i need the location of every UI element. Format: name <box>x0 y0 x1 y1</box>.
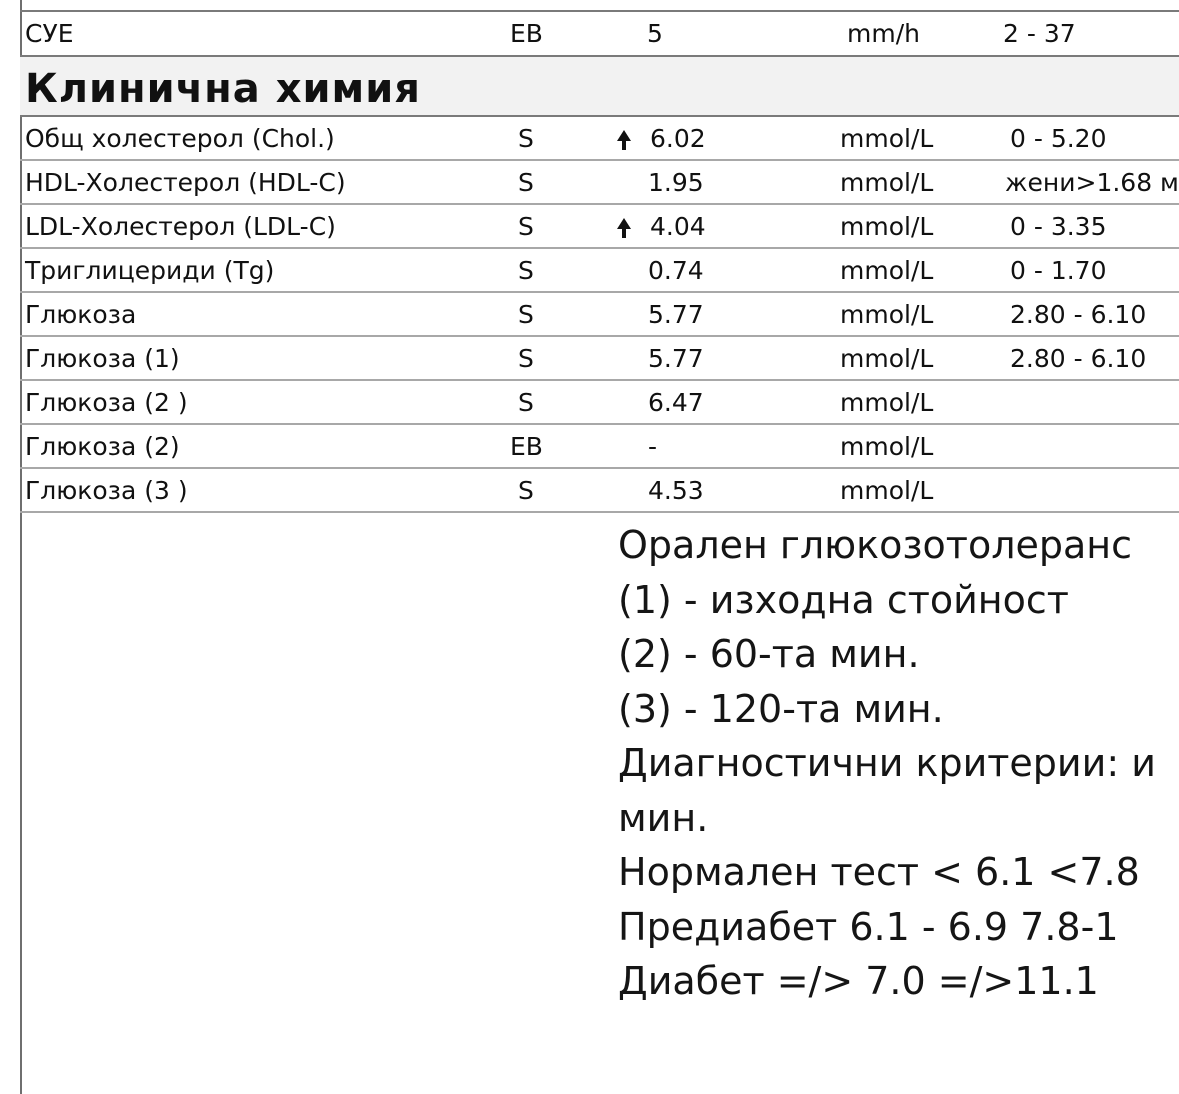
section-title: Клинична химия <box>25 66 421 112</box>
note-line: Диагностични критерии: и <box>618 741 1156 785</box>
result-value: 0.74 <box>648 256 704 285</box>
result-unit: mmol/L <box>840 168 934 197</box>
sample-type: ЕВ <box>510 19 543 48</box>
sample-type: S <box>518 212 534 241</box>
table-row <box>20 205 1179 249</box>
note-line: Предиабет 6.1 - 6.9 7.8-1 <box>618 904 1119 949</box>
result-value: 6.47 <box>648 388 704 417</box>
reference-range: 2 - 37 <box>1003 19 1076 48</box>
reference-range: 0 - 3.35 <box>1010 212 1107 241</box>
sample-type: ЕВ <box>510 432 543 461</box>
table-row <box>20 337 1179 381</box>
test-name: Глюкоза (1) <box>25 344 180 373</box>
section-header <box>20 55 1179 117</box>
reference-range: 2.80 - 6.10 <box>1010 300 1147 329</box>
ogtt-notes <box>618 518 1179 1009</box>
result-unit: mmol/L <box>840 300 934 329</box>
table-row <box>20 381 1179 425</box>
result-unit: mm/h <box>847 19 920 48</box>
test-name: LDL-Холестерол (LDL-C) <box>25 212 336 241</box>
arrow-up-icon <box>617 205 641 249</box>
test-name: Глюкоза <box>25 300 137 329</box>
table-row-sue <box>20 12 1179 55</box>
result-value: 5.77 <box>648 300 704 329</box>
result-value: 4.04 <box>650 212 706 241</box>
result-value: 5.77 <box>648 344 704 373</box>
arrow-up-icon <box>617 117 641 161</box>
table-row <box>20 293 1179 337</box>
result-unit: mmol/L <box>840 256 934 285</box>
reference-range: жени>1.68 м <box>1005 168 1179 197</box>
note-line: (2) - 60-та мин. <box>618 632 920 676</box>
result-value: - <box>648 432 658 461</box>
reference-range: 0 - 1.70 <box>1010 256 1107 285</box>
result-unit: mmol/L <box>840 344 934 373</box>
test-name: HDL-Холестерол (HDL-C) <box>25 168 346 197</box>
note-line: Диабет =/> 7.0 =/>11.1 <box>618 959 1099 1003</box>
note-line: (3) - 120-та мин. <box>618 686 944 731</box>
note-line: мин. <box>618 795 709 840</box>
test-name: Триглицериди (Tg) <box>25 256 275 285</box>
table-row <box>20 425 1179 469</box>
reference-range: 2.80 - 6.10 <box>1010 344 1147 373</box>
table-row-cut-off <box>20 0 1179 12</box>
sample-type: S <box>518 388 534 417</box>
table-row <box>20 117 1179 161</box>
table-row <box>20 469 1179 513</box>
test-name: СУЕ <box>25 19 74 48</box>
test-name: Глюкоза (2 ) <box>25 388 188 417</box>
result-value: 5 <box>647 19 663 48</box>
sample-type: S <box>518 476 534 505</box>
table-row <box>20 161 1179 205</box>
test-name: Общ холестерол (Chol.) <box>25 124 335 153</box>
sample-type: S <box>518 344 534 373</box>
test-name: Глюкоза (2) <box>25 432 180 461</box>
table-row <box>20 249 1179 293</box>
result-unit: mmol/L <box>840 388 934 417</box>
reference-range: 0 - 5.20 <box>1010 124 1107 153</box>
result-unit: mmol/L <box>840 476 934 505</box>
lab-results-table <box>20 0 1179 513</box>
result-unit: mmol/L <box>840 212 934 241</box>
result-unit: mmol/L <box>840 124 934 153</box>
result-value: 6.02 <box>650 124 706 153</box>
sample-type: S <box>518 256 534 285</box>
note-line: Орален глюкозотолеранс <box>618 523 1133 567</box>
result-unit: mmol/L <box>840 432 934 461</box>
sample-type: S <box>518 300 534 329</box>
sample-type: S <box>518 124 534 153</box>
test-name: Глюкоза (3 ) <box>25 476 188 505</box>
note-line: Нормален тест < 6.1 <7.8 <box>618 850 1140 894</box>
sample-type: S <box>518 168 534 197</box>
result-value: 1.95 <box>648 168 704 197</box>
note-line: (1) - изходна стойност <box>618 577 1069 622</box>
result-value: 4.53 <box>648 476 704 505</box>
results-rows <box>20 117 1179 513</box>
